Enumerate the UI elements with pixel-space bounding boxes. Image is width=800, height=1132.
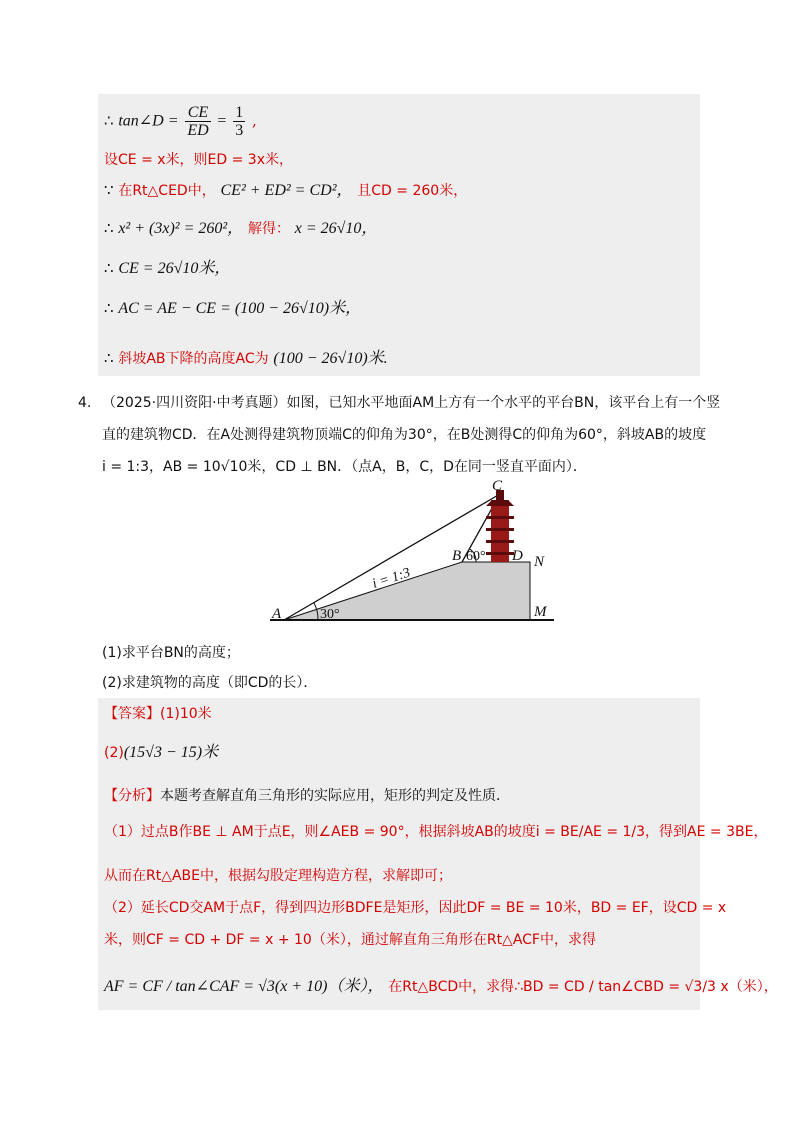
- tan-d-expr: tan∠D =: [118, 112, 179, 130]
- analysis-part-3: AF = CF / tan∠CAF = √3(x + 10)（米）， 在Rt△BCD中，求得∴BD = CD / tan∠CBD = √3/3 x（米），: [104, 978, 778, 995]
- label-angle-a: 30°: [320, 607, 340, 622]
- answer-line-1: 【答案】(1)10米: [104, 706, 212, 722]
- fraction-ce-ed: $\frac{CE}{ED}$: [187, 104, 209, 139]
- question-line-3: i = 1:3，AB = 10√10米，CD ⊥ BN．（点A，B，C，D在同一竖直平面内）．: [102, 459, 587, 475]
- line-ac-value: ∴ AC = AE − CE = (100 − 26√10)米，: [104, 299, 362, 317]
- question-number: 4.: [78, 395, 92, 411]
- fraction-one-third: $\frac{1}{3}$: [235, 104, 244, 139]
- analysis-intro: 【分析】本题考查解直角三角形的实际应用，矩形的判定及性质．: [104, 788, 510, 804]
- question-line-2: 直的建筑物CD．在A处测得建筑物顶端C的仰角为30°，在B处测得C的仰角为60°，斜坡AB的坡度: [102, 427, 707, 443]
- label-b: B: [452, 548, 462, 564]
- label-n: N: [534, 554, 545, 570]
- line-set-ce: 设CE = x米，则ED = 3x米，: [104, 152, 293, 168]
- pagoda-icon: [486, 490, 514, 562]
- label-a: A: [272, 606, 282, 622]
- line-conclusion: ∴ 斜坡AB下降的高度AC为 (100 − 26√10)米.: [104, 349, 388, 367]
- label-d: D: [512, 548, 523, 564]
- analysis-part-1: （1）过点B作BE ⊥ AM于点E，则∠AEB = 90°，根据斜坡AB的坡度i = BE/AE = 1/3，得到AE = 3BE，: [104, 824, 768, 840]
- question-line-1: （2025·四川资阳·中考真题）如图，已知水平地面AM上方有一个水平的平台BN，该平台上有一个竖: [102, 395, 721, 411]
- geometry-figure: [262, 476, 562, 626]
- analysis-part-2: （2）延长CD交AM于点F，得到四边形BDFE是矩形，因此DF = BE = 10米，BD = EF，设CD = x: [104, 900, 727, 916]
- analysis-part-2b: 米，则CF = CD + DF = x + 10（米），通过解直角三角形在Rt△ACF中，求得: [104, 932, 596, 948]
- line-pythagoras: ∵ 在Rt△CED中， CE² + ED² = CD²， 且CD = 260米，: [104, 181, 468, 199]
- line-tan-d: ∴ tan∠D = $\frac{CE}{ED}$ = $\frac{1}{3}$ ,: [104, 104, 257, 139]
- line-ce-value: ∴ CE = 26√10米，: [104, 259, 231, 277]
- label-m: M: [534, 604, 547, 620]
- answer-line-2: (2)(15√3 − 15)米: [104, 744, 219, 761]
- sub-question-1: (1)求平台BN的高度；: [102, 645, 240, 661]
- label-angle-b: 60°: [466, 549, 486, 564]
- line-equation: ∴ x² + (3x)² = 260²， 解得： x = 26√10，: [104, 219, 378, 237]
- sub-question-2: (2)求建筑物的高度（即CD的长）．: [102, 675, 318, 691]
- label-c: C: [492, 478, 503, 494]
- analysis-part-1b: 从而在Rt△ABE中，根据勾股定理构造方程，求解即可；: [104, 868, 453, 884]
- label-slope: i = 1:3: [370, 565, 413, 592]
